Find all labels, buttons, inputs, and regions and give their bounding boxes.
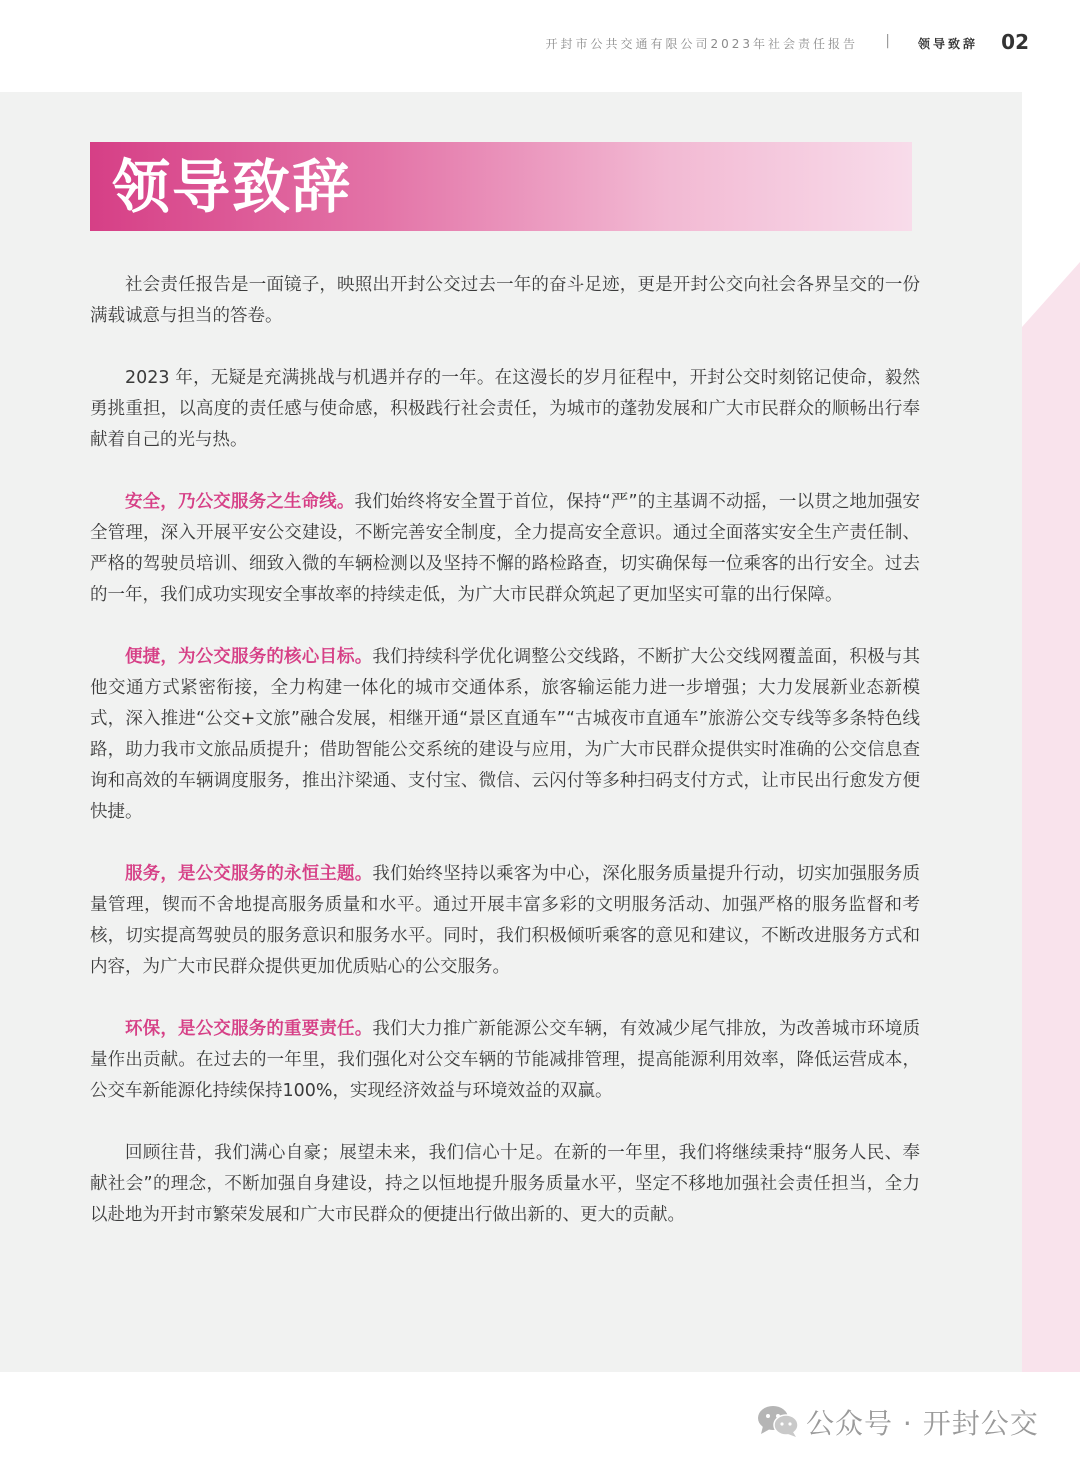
paragraph-lead: 环保，是公交服务的重要责任。	[125, 1019, 373, 1039]
paragraph-intro	[90, 270, 920, 332]
paragraph-text: 我们持续科学优化调整公交线路，不断扩大公交线网覆盖面，积极与其他交通方式紧密衔接，全力构建一体化的城市交通体系，旅客输运能力进一步增强；大力发展新业态新模式，深入推进“公交+文旅”融合发展，相继开通“景区直通车”“古城夜市直通车”旅游公交专线等多条特色线路，助力我市文旅品质提升；借助智能公交系统的建设与应用，为广大市民群众提供实时准确的公交信息查询和高效的车辆调度服务，推出汴梁通、支付宝、微信、云闪付等多种扫码支付方式，让市民出行愈发方便快捷。	[90, 647, 921, 822]
header-separator: |	[885, 33, 890, 49]
page-number: 02	[1001, 30, 1029, 54]
paragraph-year	[90, 363, 920, 456]
paragraph-lead: 服务，是公交服务的永恒主题。	[125, 864, 373, 884]
paragraph-text: 我们始终将安全置于首位，保持“严”的主基调不动摇，一以贯之地加强安全管理，深入开展平安公交建设，不断完善安全制度，全力提高安全意识。通过全面落实安全生产责任制、严格的驾驶员培训、细致入微的车辆检测以及坚持不懈的路检路查，切实确保每一位乘客的出行安全。过去的一年，我们成功实现安全事故率的持续走低，为广大市民群众筑起了更加坚实可靠的出行保障。	[90, 492, 920, 605]
paragraph-closing	[90, 1138, 920, 1231]
page-title: 领导致辞	[112, 153, 353, 221]
paragraph-text: 我们始终坚持以乘客为中心，深化服务质量提升行动，切实加强服务质量管理，锲而不舍地提高服务质量和水平。通过开展丰富多彩的文明服务活动、加强严格的服务监督和考核，切实提高驾驶员的服务意识和服务水平。同时，我们积极倾听乘客的意见和建议，不断改进服务方式和内容，为广大市民群众提供更加优质贴心的公交服务。	[90, 864, 921, 977]
paragraph-text: 我们大力推广新能源公交车辆，有效减少尾气排放，为改善城市环境质量作出贡献。在过去的一年里，我们强化对公交车辆的节能减排管理，提高能源利用效率，降低运营成本，公交车新能源化持续保持100%，实现经济效益与环境效益的双赢。	[90, 1019, 921, 1101]
paragraph-safety	[90, 487, 920, 611]
wechat-icon	[757, 1404, 799, 1438]
paragraph-lead: 便捷，为公交服务的核心目标。	[125, 647, 373, 667]
page-header	[0, 0, 1080, 92]
report-title: 开封市公共交通有限公司2023年社会责任报告	[545, 37, 858, 51]
letter-body	[90, 270, 920, 1262]
paragraph-text: 回顾往昔，我们满心自豪；展望未来，我们信心十足。在新的一年里，我们将继续秉持“服务人民、奉献社会”的理念，不断加强自身建设，持之以恒地提升服务质量水平，坚定不移地加强社会责任担当，全力以赴地为开封市繁荣发展和广大市民群众的便捷出行做出新的、更大的贡献。	[90, 1143, 920, 1225]
paragraph-lead: 安全，乃公交服务之生命线。	[125, 492, 355, 512]
title-banner	[90, 142, 912, 231]
section-name: 领导致辞	[917, 37, 978, 51]
side-decoration	[1022, 262, 1080, 1372]
footer-watermark	[0, 1372, 1080, 1466]
paragraph-convenience	[90, 642, 920, 828]
paragraph-environment	[90, 1014, 920, 1107]
footer-label: 公众号 · 开封公交	[806, 1407, 1039, 1440]
paragraph-service	[90, 859, 920, 983]
paragraph-text: 社会责任报告是一面镜子，映照出开封公交过去一年的奋斗足迹，更是开封公交向社会各界呈交的一份满载诚意与担当的答卷。	[90, 275, 920, 326]
paragraph-text: 2023 年，无疑是充满挑战与机遇并存的一年。在这漫长的岁月征程中，开封公交时刻铭记使命，毅然勇挑重担，以高度的责任感与使命感，积极践行社会责任，为城市的蓬勃发展和广大市民群众的顺畅出行奉献着自己的光与热。	[90, 368, 920, 450]
